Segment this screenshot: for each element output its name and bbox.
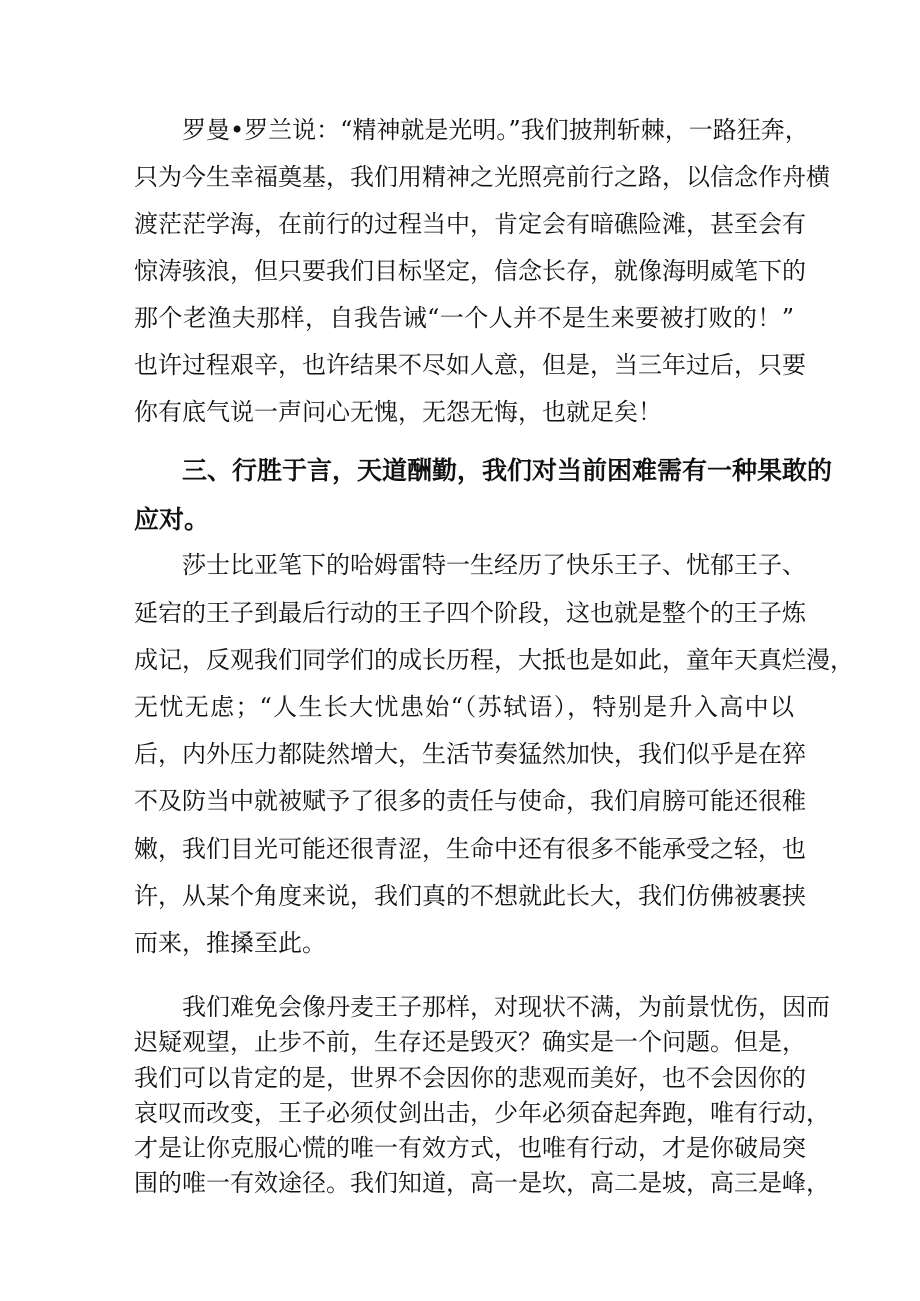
text-line: 也许过程艰辛，也许结果不尽如人意，但是，当三年过后，只要	[134, 351, 806, 379]
text-line: 我们可以肯定的是，世界不会因你的悲观而美好，也不会因你的	[134, 1064, 806, 1092]
text-line: 那个老渔夫那样，自我告诫“一个人并不是生来要被打败的！”	[134, 304, 794, 332]
text-line: 哀叹而改变，王子必须仗剑出击，少年必须奋起奔跑，唯有行动，	[134, 1099, 830, 1127]
text-line: 无忧无虑；“人生长大忧患始“（苏轼语），特别是升入高中以	[134, 693, 794, 721]
text-line: 嫩，我们目光可能还很青涩，生命中还有很多不能承受之轻，也	[134, 835, 806, 863]
text-line: 罗曼•罗兰说：“精神就是光明。”我们披荆斩棘，一路狂奔，	[182, 116, 809, 144]
text-line: 迟疑观望，止步不前，生存还是毁灭？确实是一个问题。但是，	[134, 1028, 806, 1056]
heading-line: 应对。	[134, 505, 210, 534]
heading-line: 三、行胜于言，天道酬勤，我们对当前困难需有一种果敢的	[182, 456, 833, 485]
text-line: 许，从某个角度来说，我们真的不想就此长大，我们仿佛被裹挟	[134, 882, 806, 910]
text-line: 延宕的王子到最后行动的王子四个阶段，这也就是整个的王子炼	[134, 599, 806, 627]
text-line: 你有底气说一声问心无愧，无怨无悔，也就足矣！	[134, 398, 662, 426]
text-line: 只为今生幸福奠基，我们用精神之光照亮前行之路，以信念作舟横	[134, 163, 830, 191]
text-line: 才是让你克服心慌的唯一有效方式，也唯有行动，才是你破局突	[134, 1134, 806, 1162]
text-line: 围的唯一有效途径。我们知道，高一是坎，高二是坡，高三是峰，	[134, 1169, 830, 1197]
text-line: 我们难免会像丹麦王子那样，对现状不满，为前景忧伤，因而	[182, 993, 830, 1021]
text-line: 成记，反观我们同学们的成长历程，大抵也是如此，童年天真烂漫，	[134, 646, 854, 674]
text-line: 渡茫茫学海，在前行的过程当中，肯定会有暗礁险滩，甚至会有	[134, 210, 806, 238]
text-line: 不及防当中就被赋予了很多的责任与使命，我们肩膀可能还很稚	[134, 787, 806, 815]
text-line: 惊涛骇浪，但只要我们目标坚定，信念长存，就像海明威笔下的	[134, 257, 806, 285]
text-line: 莎士比亚笔下的哈姆雷特一生经历了快乐王子、忧郁王子、	[182, 551, 806, 579]
text-line: 而来，推搡至此。	[134, 929, 326, 957]
text-line: 后，内外压力都陡然增大，生活节奏猛然加快，我们似乎是在猝	[134, 740, 806, 768]
